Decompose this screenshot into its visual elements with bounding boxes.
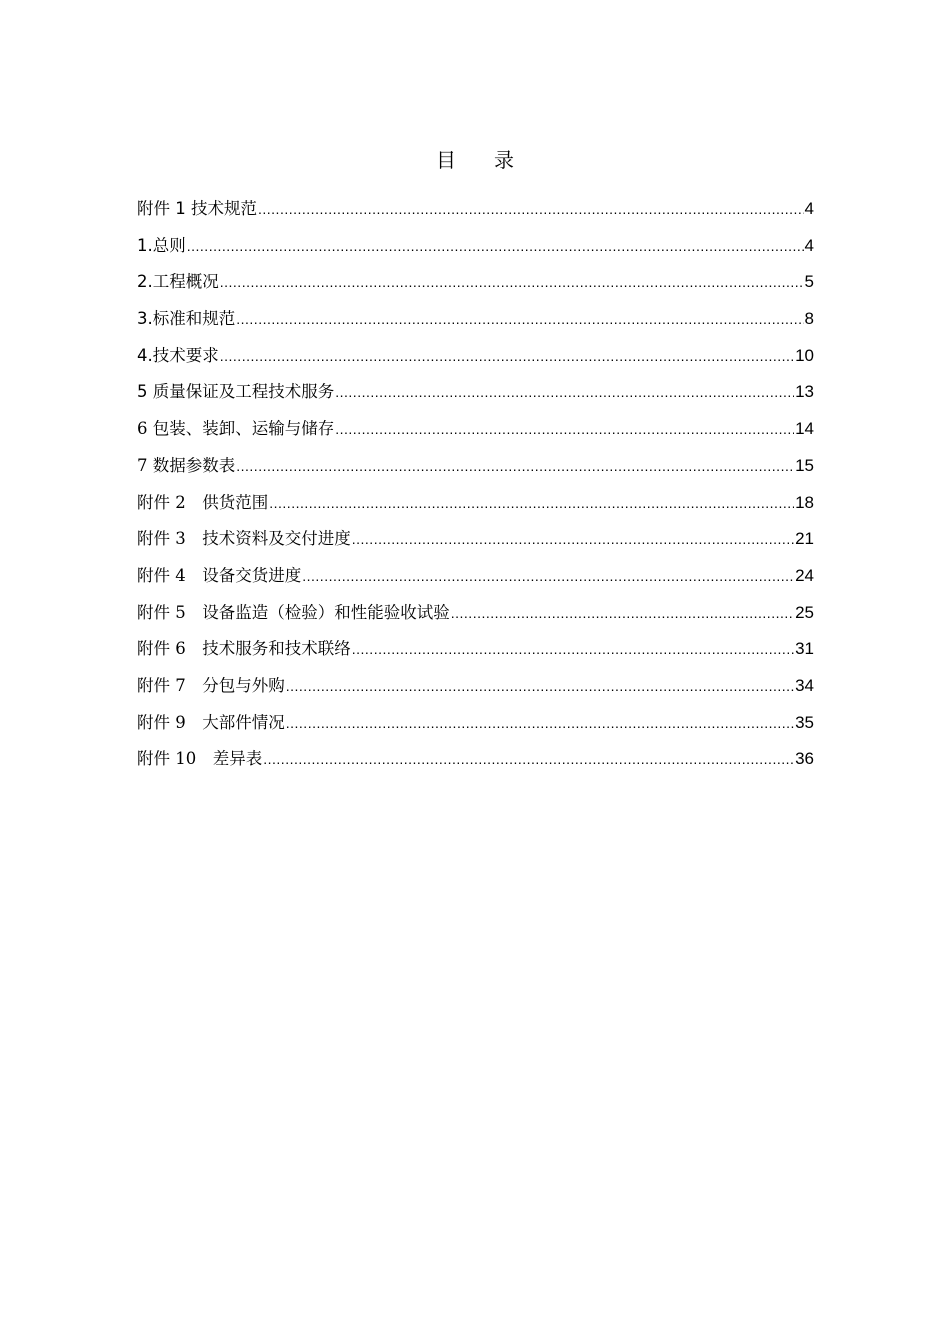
toc-entry[interactable] — [137, 563, 814, 600]
toc-entry-page: 4 — [804, 235, 814, 255]
toc-leader-dots — [269, 490, 794, 516]
toc-leader-dots — [286, 673, 794, 699]
toc-entry-label: 附件 10 差异表 — [137, 749, 263, 769]
toc-entry[interactable] — [137, 490, 814, 527]
toc-entry[interactable] — [137, 746, 814, 783]
toc-leader-dots — [263, 746, 794, 772]
toc-entry[interactable] — [137, 453, 814, 490]
toc-entry-label: 附件 6 技术服务和技术联络 — [137, 639, 351, 659]
toc-title — [0, 144, 950, 173]
toc-entry[interactable] — [137, 306, 814, 343]
toc-entry-label: 6 包装、装卸、运输与储存 — [137, 419, 335, 439]
toc-leader-dots — [236, 306, 803, 332]
toc-leader-dots — [220, 343, 794, 369]
toc-entry-page: 14 — [795, 419, 814, 439]
toc-entry[interactable] — [137, 343, 814, 380]
toc-entry[interactable] — [137, 269, 814, 306]
toc-leader-dots — [335, 416, 794, 442]
toc-entry-page: 8 — [804, 309, 814, 329]
toc-leader-dots — [220, 269, 804, 295]
toc-entry-label: 5 质量保证及工程技术服务 — [137, 382, 335, 402]
toc-entry-page: 4 — [804, 199, 814, 218]
toc-entry[interactable] — [137, 379, 814, 416]
toc-leader-dots — [302, 563, 794, 589]
toc-entry-label: 附件 1 技术规范 — [137, 199, 257, 218]
toc-entry-page: 35 — [795, 712, 814, 732]
toc-leader-dots — [335, 379, 794, 405]
toc-list — [137, 196, 814, 783]
toc-entry-label: 附件 7 分包与外购 — [137, 675, 285, 695]
toc-entry[interactable] — [137, 600, 814, 637]
toc-entry-label: 附件 3 技术资料及交付进度 — [137, 529, 351, 549]
toc-entry-page: 10 — [795, 345, 814, 365]
toc-entry-label: 4.技术要求 — [137, 345, 219, 365]
toc-leader-dots — [352, 636, 794, 662]
toc-entry-page: 36 — [795, 749, 814, 769]
toc-entry[interactable] — [137, 233, 814, 270]
toc-leader-dots — [258, 196, 804, 222]
toc-title-left: 目 — [436, 148, 456, 172]
toc-entry-page: 25 — [795, 602, 814, 622]
toc-leader-dots — [187, 233, 804, 259]
toc-entry-page: 24 — [795, 565, 814, 585]
toc-entry-page: 13 — [795, 382, 814, 402]
toc-entry-page: 15 — [795, 455, 814, 475]
toc-title-right: 录 — [494, 148, 514, 172]
toc-entry-label: 附件 2 供货范围 — [137, 492, 269, 512]
toc-leader-dots — [352, 526, 794, 552]
toc-entry[interactable] — [137, 416, 814, 453]
toc-entry[interactable] — [137, 636, 814, 673]
toc-entry[interactable] — [137, 710, 814, 747]
toc-entry-page: 34 — [795, 675, 814, 695]
toc-entry-page: 18 — [795, 492, 814, 512]
toc-entry-label: 附件 9 大部件情况 — [137, 712, 285, 732]
toc-entry-label: 7 数据参数表 — [137, 455, 236, 475]
toc-entry-label: 1.总则 — [137, 235, 186, 255]
toc-entry-label: 2.工程概况 — [137, 272, 219, 292]
toc-entry-label: 3.标准和规范 — [137, 309, 236, 329]
toc-leader-dots — [451, 600, 794, 626]
toc-entry-page: 5 — [804, 272, 814, 292]
toc-entry[interactable] — [137, 196, 814, 233]
toc-leader-dots — [236, 453, 794, 479]
toc-leader-dots — [286, 710, 794, 736]
toc-entry-page: 21 — [795, 529, 814, 549]
toc-entry-page: 31 — [795, 639, 814, 659]
toc-entry-label: 附件 4 设备交货进度 — [137, 565, 302, 585]
toc-entry-label: 附件 5 设备监造（检验）和性能验收试验 — [137, 602, 450, 622]
toc-entry[interactable] — [137, 673, 814, 710]
toc-entry[interactable] — [137, 526, 814, 563]
